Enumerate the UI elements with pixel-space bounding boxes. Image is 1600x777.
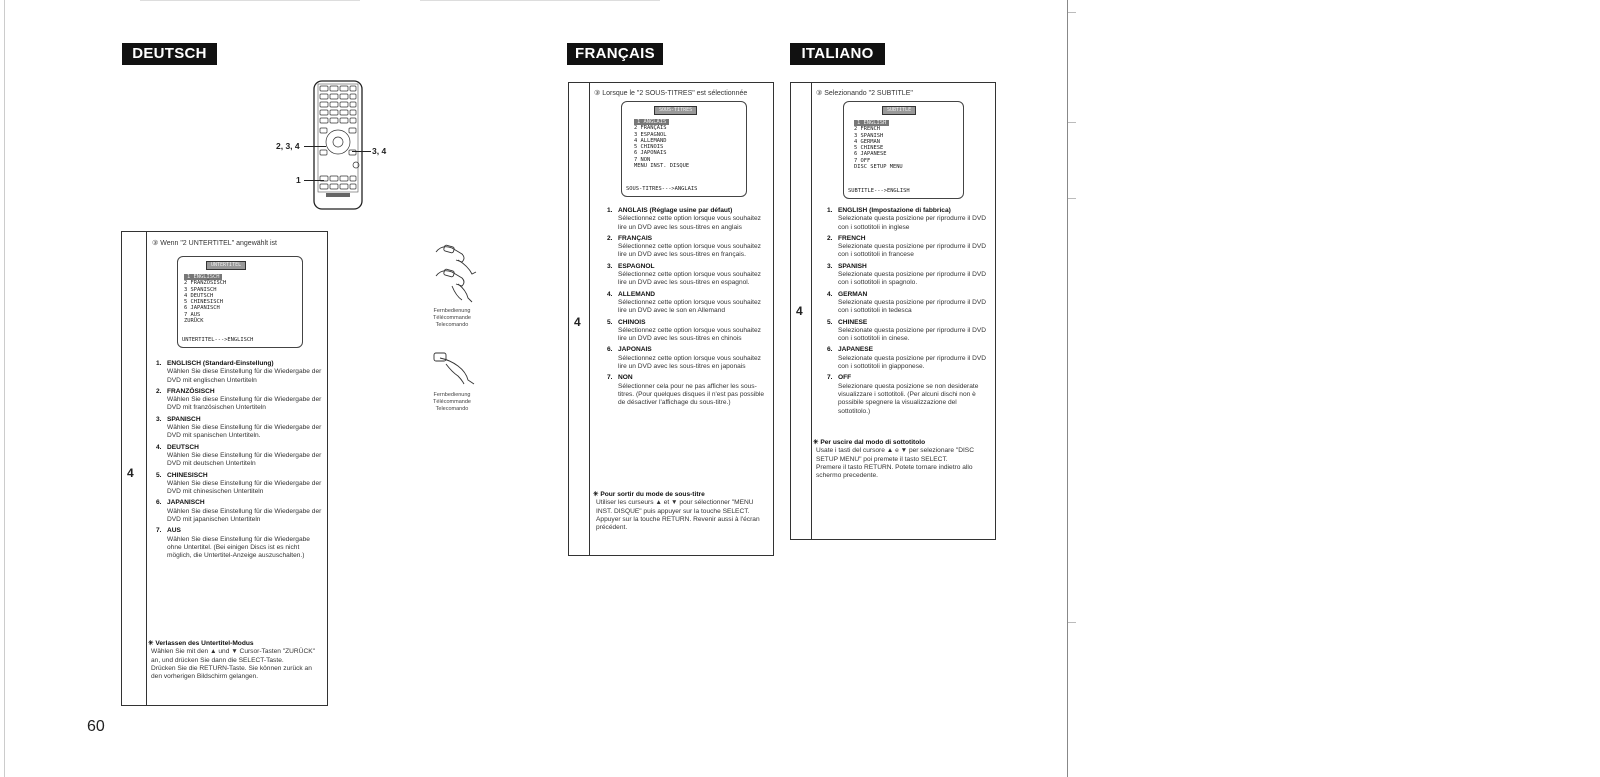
screen-option: 2 FRENCH [854, 126, 880, 133]
note-title: ✳ Per uscire dal modo di sottotitolo [813, 439, 926, 446]
page-number: 60 [87, 718, 105, 735]
screen-option: 6 JAPONAIS [634, 150, 667, 157]
screen-option: 2 FRANÇAIS [634, 125, 667, 132]
callout-step-1: 1 [296, 175, 301, 185]
callout-line [352, 151, 371, 152]
callout-line [304, 180, 324, 181]
screen-option: 5 CHINESE [854, 145, 884, 152]
screen-option: 4 GERMAN [854, 138, 880, 145]
screen-option: 6 JAPANESE [854, 151, 887, 158]
tab-francais: FRANÇAIS [567, 43, 663, 65]
exit-note [593, 491, 769, 532]
note-text: Drücken Sie die RETURN-Taste. Sie können zurück an den vorherigen Bildschirm gelangen. [151, 664, 312, 681]
option-list [607, 207, 769, 411]
screen-header: SUBTITLE [882, 106, 916, 115]
list-item: 1. ANGLAIS (Réglage usine par défaut) Sélectionnez cette option lorsque vous souhaitez lire un DVD avec les sous-titres en anglais [607, 207, 761, 231]
screen-option: MENU INST. DISQUE [634, 163, 690, 170]
screen-footer: UNTERTITEL--->ENGLISCH [182, 337, 254, 343]
list-item: 2. FRANÇAIS Sélectionnez cette option lorsque vous souhaitez lire un DVD avec les sous-titres en français. [607, 234, 761, 259]
intro-text: ③ Wenn "2 UNTERTITEL" angewählt ist [152, 240, 277, 247]
tab-italiano: ITALIANO [790, 43, 885, 65]
fold-tick [1068, 198, 1076, 199]
list-item: 6. JAPONAIS Sélectionnez cette option lorsque vous souhaitez lire un DVD avec les sous-titres en japonais [607, 346, 761, 371]
intro-text: ③ Selezionando "2 SUBTITLE" [816, 90, 913, 97]
step-number: 4 [796, 304, 803, 318]
step-number: 4 [574, 315, 581, 329]
list-item: 4. GERMAN Selezionate questa posizione per riprodurre il DVD con i sottotitoli in tedesca [827, 290, 987, 315]
step-number: 4 [127, 466, 134, 480]
list-item: 1. ENGLISCH (Standard-Einstellung) Wählen Sie diese Einstellung für die Wiedergabe der DVD mit englischen Untertiteln [156, 360, 322, 384]
page-fold-line [1067, 0, 1068, 777]
list-item: 3. SPANISCH Wählen Sie diese Einstellung für die Wiedergabe der DVD mit spanischen Untertiteln. [156, 415, 322, 440]
instruction-box-italiano [790, 82, 996, 540]
tab-deutsch: DEUTSCH [122, 43, 217, 65]
screen-option: 2 FRANZÖSISCH [184, 280, 227, 287]
list-item: 3. SPANISH Selezionate questa posizione per riprodurre il DVD con i sottotitoli in spagnolo. [827, 262, 987, 287]
hand-caption: Fernbedienung Télécommande Telecomando [433, 308, 471, 328]
screen-option: 4 DEUTSCH [184, 292, 214, 299]
screen-footer: SOUS-TITRES--->ANGLAIS [626, 186, 698, 192]
hand-pressing-button-illustration [432, 240, 482, 304]
on-screen-menu [621, 101, 747, 197]
list-item: 4. DEUTSCH Wählen Sie diese Einstellung für die Wiedergabe der DVD mit deutschen Untertiteln [156, 443, 322, 468]
fold-tick [1068, 12, 1076, 13]
on-screen-menu [843, 101, 964, 199]
intro-text: ③ Lorsque le "2 SOUS-TITRES" est sélectionnée [594, 90, 748, 97]
note-text: Usate i tasti del cursore ▲ e ▼ per selezionare "DISC SETUP MENU" poi premete il tasto SELECT. [816, 447, 974, 463]
list-item: 2. FRENCH Selezionate questa posizione per riprodurre il DVD con i sottotitoli in francese [827, 234, 987, 259]
fold-tick [1068, 122, 1076, 123]
exit-note [813, 439, 991, 480]
screen-option: 6 JAPANISCH [184, 305, 220, 312]
screen-option: 5 CHINESISCH [184, 299, 223, 306]
callout-step-34: 3, 4 [372, 146, 387, 156]
screen-option: ZURÜCK [184, 318, 204, 325]
screen-option-selected: 1 ENGLISH [854, 120, 889, 126]
list-item: 6. JAPANESE Selezionate questa posizione per riprodurre il DVD con i sottotitoli in giapponese. [827, 346, 987, 371]
hand-caption: Fernbedienung Télécommande Telecomando [433, 392, 471, 412]
option-list [827, 207, 989, 419]
exit-note [148, 640, 324, 681]
list-item: 4. ALLEMAND Sélectionnez cette option lorsque vous souhaitez lire un DVD avec le son en Allemand [607, 290, 761, 315]
screen-footer: SUBTITLE--->ENGLISH [848, 188, 910, 194]
note-text: Appuyer sur la touche RETURN. Revenir aussi à l'écran précédent. [596, 515, 760, 532]
note-title: ✳ Verlassen des Untertitel-Modus [148, 640, 254, 647]
callout-line [304, 146, 326, 147]
list-item: 5. CHINOIS Sélectionnez cette option lorsque vous souhaitez lire un DVD avec les sous-titres en chinois [607, 318, 761, 343]
callout-step-234: 2, 3, 4 [276, 141, 300, 151]
top-rule [140, 0, 360, 1]
instruction-box-deutsch [121, 231, 328, 706]
screen-option: 4 ALLEMAND [634, 137, 667, 144]
screen-option: 3 ESPAGNOL [634, 131, 667, 138]
list-item: 5. CHINESISCH Wählen Sie diese Einstellung für die Wiedergabe der DVD mit chinesischen Untertiteln [156, 471, 322, 496]
list-item: 5. CHINESE Selezionate questa posizione per riprodurre il DVD con i sottotitoli in cinese. [827, 318, 987, 343]
list-item: 2. FRANZÖSISCH Wählen Sie diese Einstellung für die Wiedergabe der DVD mit französischen Untertiteln [156, 387, 322, 412]
screen-option-selected: 1 ENGLISCH [184, 274, 222, 280]
option-list [156, 360, 322, 564]
hand-icon [432, 240, 482, 304]
screen-option: 3 SPANISCH [184, 286, 217, 293]
hand-icon [432, 350, 478, 386]
screen-option: DISC SETUP MENU [854, 164, 903, 171]
list-item: 7. AUS Wählen Sie diese Einstellung für die Wiedergabe ohne Untertitel. (Bei einigen Discs ist es nicht möglich, die Untertitel-Anzeige auszuschalten.) [156, 527, 310, 560]
screen-option: 7 OFF [854, 157, 871, 164]
screen-option: 3 SPANISH [854, 132, 884, 139]
screen-option: 7 NON [634, 156, 651, 163]
screen-option-selected: 1 ANGLAIS [634, 119, 669, 125]
list-item: 7. OFF Selezionare questa posizione se non desiderate visualizzare i sottotitoli. (Per alcuni dischi non è possibile spegnere la visualizzazione del sottotitolo.) [827, 374, 979, 415]
screen-option: 7 AUS [184, 311, 201, 318]
note-text: Wählen Sie mit den ▲ und ▼ Cursor-Tasten "ZURÜCK" an, und drücken Sie dann die SELECT-Taste. [151, 648, 315, 664]
screen-option: 5 CHINOIS [634, 144, 664, 151]
note-text: Premere il tasto RETURN. Potete tornare indietro allo schermo precedente. [816, 463, 973, 480]
list-item: 7. NON Sélectionner cela pour ne pas afficher les sous-titres. (Pour quelques disques il n'est pas possible de désactiver l'affichage du sous-titre.) [607, 374, 765, 407]
list-item: 6. JAPANISCH Wählen Sie diese Einstellung für die Wiedergabe der DVD mit japanischen Untertiteln [156, 499, 322, 524]
top-rule [420, 0, 660, 1]
list-item: 3. ESPAGNOL Sélectionnez cette option lorsque vous souhaitez lire un DVD avec les sous-titres en espagnol. [607, 262, 761, 287]
screen-header: SOUS-TITRES [654, 106, 697, 115]
list-item: 1. ENGLISH (Impostazione di fabbrica) Selezionate questa posizione per riprodurre il DVD con i sottotitoli in inglese [827, 207, 987, 231]
note-text: Utiliser les curseurs ▲ et ▼ pour sélectionner "MENU INST. DISQUE" puis appuyer sur la touche SELECT. [596, 499, 754, 515]
hand-pressing-return-illustration [432, 350, 478, 386]
left-margin-line [4, 0, 5, 777]
note-title: ✳ Pour sortir du mode de sous-titre [593, 491, 705, 498]
instruction-box-francais [568, 82, 774, 556]
fold-tick [1068, 622, 1076, 623]
on-screen-menu [177, 256, 303, 348]
screen-header: UNTERTITEL [206, 261, 246, 270]
